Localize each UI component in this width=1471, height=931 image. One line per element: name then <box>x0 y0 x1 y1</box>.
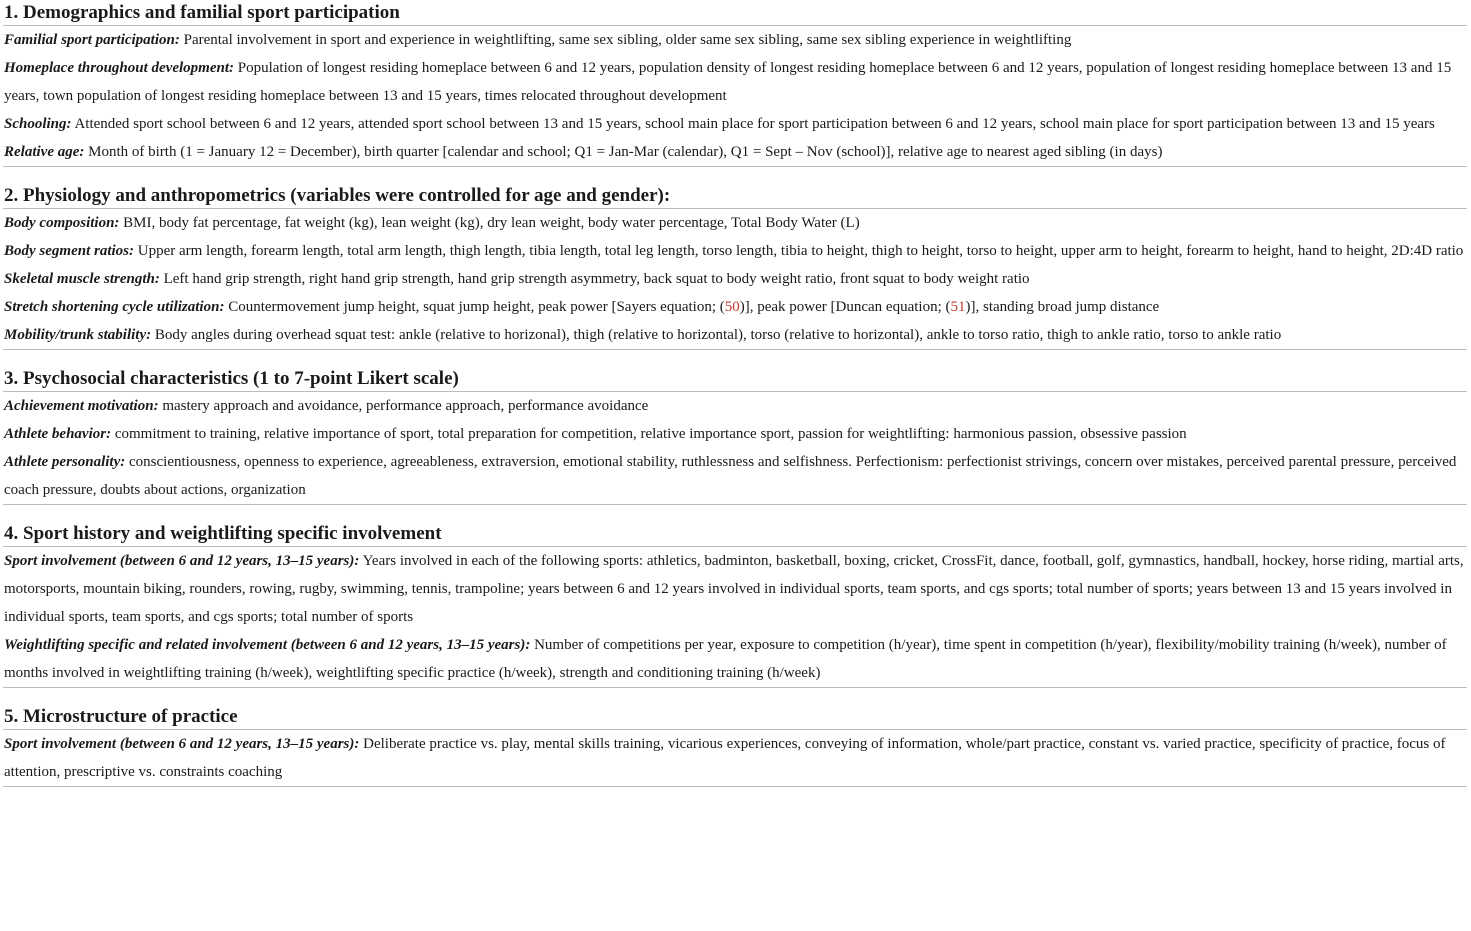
table-row: Schooling: Attended sport school between 6 and 12 years, attended sport school between 13 and 15 years, school main place for sport participation between 6 and 12 years, school main place for sport participation between 13 and 15 years <box>4 116 1435 132</box>
section-physiology <box>3 183 1467 350</box>
section-sport-history <box>3 521 1467 688</box>
citation-link[interactable]: 51 <box>950 299 966 315</box>
section-demographics <box>3 0 1467 167</box>
section-title: 1. Demographics and familial sport participation <box>3 0 1467 26</box>
table-row: Stretch shortening cycle utilization: Countermovement jump height, squat jump height, peak power [Sayers equation; (50)], peak power [Duncan equation; (51)], standing broad jump distance <box>4 299 1160 315</box>
variables-table <box>3 0 1467 787</box>
table-row: Body composition: BMI, body fat percentage, fat weight (kg), lean weight (kg), dry lean weight, body water percentage, Total Body Water (L) <box>4 215 860 231</box>
table-row: Skeletal muscle strength: Left hand grip strength, right hand grip strength, hand grip strength asymmetry, back squat to body weight ratio, front squat to body weight ratio <box>4 271 1030 287</box>
table-row: Sport involvement (between 6 and 12 years, 13–15 years): Deliberate practice vs. play, mental skills training, vicarious experiences, conveying of information, whole/part practice, constant vs. varied practice, specificity of practice, focus of attention, prescriptive vs. constraints coaching <box>4 736 1446 780</box>
table-row: Achievement motivation: mastery approach and avoidance, performance approach, performance avoidance <box>4 398 649 414</box>
section-title: 4. Sport history and weightlifting specific involvement <box>3 521 1467 547</box>
table-row: Mobility/trunk stability: Body angles during overhead squat test: ankle (relative to horizonal), thigh (relative to horizontal), torso (relative to horizontal), ankle to torso ratio, thigh to ankle ratio, torso to ankle ratio <box>4 327 1282 343</box>
citation-link[interactable]: 50 <box>724 299 740 315</box>
table-row: Homeplace throughout development: Population of longest residing homeplace between 6 and 12 years, population density of longest residing homeplace between 6 and 12 years, population of longest residing homeplace between 13 and 15 years, town population of longest residing homeplace between 13 and 15 years, times relocated throughout development <box>4 60 1452 104</box>
table-row: Athlete personality: conscientiousness, openness to experience, agreeableness, extraversion, emotional stability, ruthlessness and selfishness. Perfectionism: perfectionist strivings, concern over mistakes, perceived parental pressure, perceived coach pressure, doubts about actions, organization <box>4 454 1457 498</box>
table-row: Relative age: Month of birth (1 = January 12 = December), birth quarter [calendar and school; Q1 = Jan-Mar (calendar), Q1 = Sept – Nov (school)], relative age to nearest aged sibling (in days) <box>4 144 1163 160</box>
section-microstructure <box>3 704 1467 787</box>
section-title: 2. Physiology and anthropometrics (variables were controlled for age and gender): <box>3 183 1467 209</box>
table-row: Athlete behavior: commitment to training, relative importance of sport, total preparation for competition, relative importance sport, passion for weightlifting: harmonious passion, obsessive passion <box>4 426 1187 442</box>
section-title: 3. Psychosocial characteristics (1 to 7-point Likert scale) <box>3 366 1467 392</box>
table-row: Body segment ratios: Upper arm length, forearm length, total arm length, thigh length, tibia length, total leg length, torso length, tibia to height, thigh to height, torso to height, upper arm to height, forearm to height, hand to height, 2D:4D ratio <box>4 243 1464 259</box>
section-psychosocial <box>3 366 1467 505</box>
table-row: Weightlifting specific and related involvement (between 6 and 12 years, 13–15 years): Number of competitions per year, exposure to competition (h/year), time spent in competition (h/year), flexibility/mobility training (h/week), number of months involved in weightlifting training (h/week), weightlifting specific practice (h/week), strength and conditioning training (h/week) <box>4 637 1447 681</box>
table-row: Familial sport participation: Parental involvement in sport and experience in weightlifting, same sex sibling, older same sex sibling, same sex sibling experience in weightlifting <box>4 32 1072 48</box>
table-row: Sport involvement (between 6 and 12 years, 13–15 years): Years involved in each of the following sports: athletics, badminton, basketball, boxing, cricket, CrossFit, dance, football, golf, gymnastics, handball, hockey, horse riding, martial arts, motorsports, mountain biking, rounders, rowing, rugby, swimming, tennis, trampoline; years between 6 and 12 years involved in individual sports, team sports, and cgs sports; total number of sports; years between 13 and 15 years involved in individual sports, team sports, and cgs sports; total number of sports <box>4 553 1464 625</box>
section-title: 5. Microstructure of practice <box>3 704 1467 730</box>
